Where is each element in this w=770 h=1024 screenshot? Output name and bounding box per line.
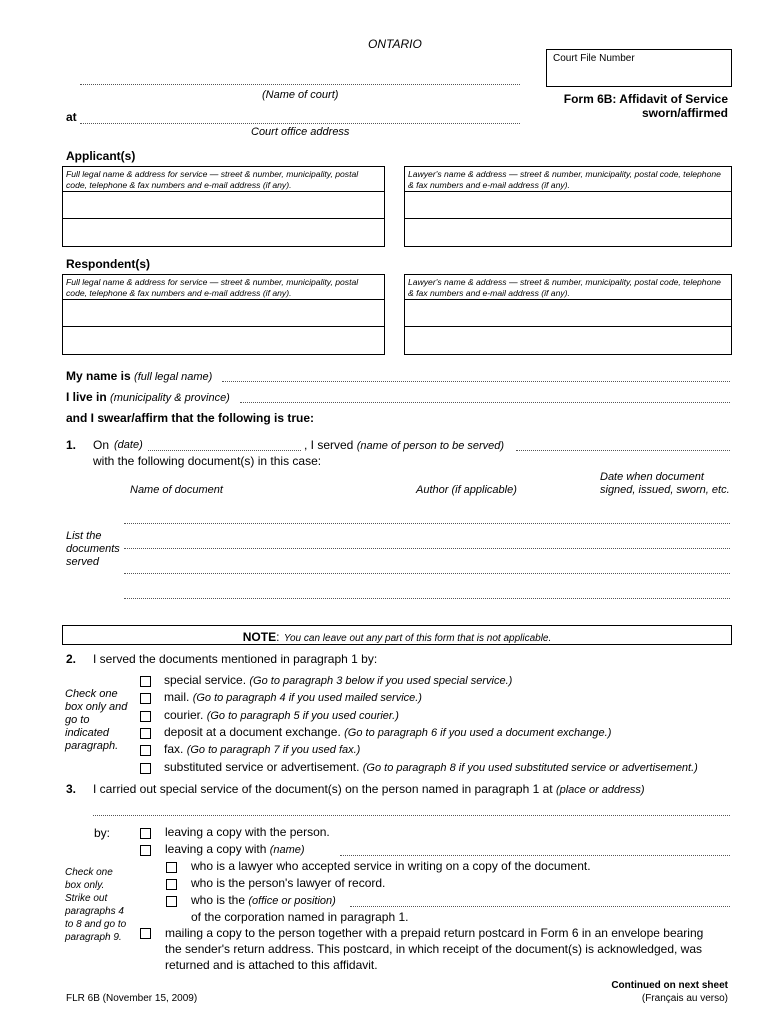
office-position-label: who is the [191, 893, 246, 907]
para1-person-line[interactable] [516, 450, 730, 451]
office-position-row [191, 893, 336, 907]
side-label-line: paragraph 9. [65, 932, 122, 943]
service-option-substituted [164, 760, 698, 774]
continued-note: Continued on next sheet [611, 980, 728, 991]
applicant-lawyer-row[interactable] [405, 219, 731, 246]
document-line[interactable] [124, 548, 730, 549]
at-label: at [66, 110, 77, 124]
service-fax-checkbox[interactable] [140, 745, 151, 756]
service-option-special [164, 673, 512, 687]
note-label: NOTE [242, 630, 277, 644]
court-office-label: Court office address [251, 126, 350, 138]
document-line[interactable] [124, 573, 730, 574]
copy-with-name-label: leaving a copy with [165, 842, 267, 856]
note-colon: : [276, 630, 280, 644]
service-option-courier [164, 708, 399, 722]
service-option-document-exchange [164, 725, 611, 739]
applicant-address-box [62, 166, 385, 247]
form-title-line1: Form 6B: Affidavit of Service [563, 92, 728, 106]
respondent-lawyer-row[interactable] [405, 300, 731, 327]
para1-number: 1. [66, 438, 77, 452]
list-documents-side-label [66, 530, 120, 569]
side-label-line: paragraph. [65, 740, 119, 752]
option-label: special service. [164, 673, 247, 687]
corporation-label: of the corporation named in paragraph 1. [191, 910, 409, 924]
side-label-line: paragraphs 4 [65, 906, 124, 917]
col-date-line1: Date when document [600, 471, 704, 483]
respondent-lawyer-row[interactable] [405, 327, 731, 354]
copy-with-name-hint: (name) [269, 844, 305, 856]
applicants-heading: Applicant(s) [66, 149, 136, 163]
para1-documents-intro: with the following document(s) in this case: [93, 454, 322, 468]
service-option-mail [164, 690, 422, 704]
applicant-lawyer-header: Lawyer's name & address — street & number, municipality, postal code, telephone & fax numbers and e-mail address (if any). [405, 167, 731, 192]
para3-number: 3. [66, 782, 77, 796]
respondents-heading: Respondent(s) [66, 257, 150, 271]
option-hint: (Go to paragraph 3 below if you used special service.) [249, 675, 513, 687]
court-office-line[interactable] [80, 123, 520, 124]
respondent-address-row[interactable] [63, 327, 384, 354]
form-title-line2: sworn/affirmed [641, 106, 728, 120]
option-label: fax. [164, 742, 184, 756]
col-author: Author (if applicable) [416, 484, 517, 496]
service-special-checkbox[interactable] [140, 676, 151, 687]
note-text: You can leave out any part of this form that is not applicable. [283, 633, 552, 644]
side-label-line: Check one [65, 688, 118, 700]
para3-text-row [93, 782, 645, 796]
para3-side-label [65, 866, 126, 944]
para2-side-label [65, 688, 127, 753]
service-document-exchange-checkbox[interactable] [140, 728, 151, 739]
document-line[interactable] [124, 523, 730, 524]
mailing-postcard-checkbox[interactable] [140, 928, 151, 939]
option-hint: (Go to paragraph 8 if you used substituted service or advertisement.) [362, 762, 698, 774]
my-name-hint: (full legal name) [134, 371, 213, 383]
court-file-number-label: Court File Number [553, 53, 635, 64]
col-date-line2: signed, issued, sworn, etc. [600, 484, 730, 496]
service-substituted-checkbox[interactable] [140, 763, 151, 774]
applicant-lawyer-row[interactable] [405, 192, 731, 219]
live-in-line[interactable] [240, 402, 730, 403]
option-hint: (Go to paragraph 4 if you used mailed service.) [192, 692, 422, 704]
live-in-row [66, 390, 230, 404]
side-label-line: box only. [65, 880, 105, 891]
option-label: deposit at a document exchange. [164, 725, 341, 739]
para1-served-row [304, 438, 504, 452]
para2-number: 2. [66, 652, 77, 666]
office-position-checkbox[interactable] [166, 896, 177, 907]
lawyer-of-record-checkbox[interactable] [166, 879, 177, 890]
option-hint: (Go to paragraph 5 if you used courier.) [206, 710, 399, 722]
side-label-line: documents [66, 543, 120, 555]
mailing-line: returned and is attached to this affidavit. [165, 958, 378, 972]
french-note: (Français au verso) [641, 993, 728, 1004]
lawyer-accepted-checkbox[interactable] [166, 862, 177, 873]
para1-served-hint: (name of person to be served) [356, 440, 505, 452]
applicant-lawyer-box [404, 166, 732, 247]
mailing-postcard-text [165, 925, 703, 973]
jurisdiction-title: ONTARIO [368, 37, 422, 51]
form-id: FLR 6B (November 15, 2009) [66, 993, 198, 1004]
side-label-line: go to [65, 714, 90, 726]
para3-text: I carried out special service of the document(s) on the person named in paragraph 1 at [93, 782, 553, 796]
my-name-line[interactable] [222, 381, 730, 382]
copy-with-name-checkbox[interactable] [140, 845, 151, 856]
my-name-label: My name is [66, 369, 131, 383]
applicant-address-row[interactable] [63, 192, 384, 219]
para2-text: I served the documents mentioned in paragraph 1 by: [93, 652, 378, 666]
live-in-hint: (municipality & province) [110, 392, 230, 404]
mailing-line: the sender's return address. This postcard, in which receipt of the document(s) is acknowledged, was [165, 942, 703, 956]
para3-by-label: by: [94, 826, 111, 840]
my-name-row [66, 369, 212, 383]
side-label-line: served [66, 556, 100, 568]
side-label-line: indicated [65, 727, 110, 739]
option-label: substituted service or advertisement. [164, 760, 360, 774]
note-box [62, 625, 732, 645]
option-label: courier. [164, 708, 204, 722]
applicant-address-header: Full legal name & address for service — street & number, municipality, postal code, telephone & fax numbers and e-mail address (if any). [63, 167, 384, 192]
copy-with-person-label: leaving a copy with the person. [165, 825, 330, 839]
service-option-fax [164, 742, 360, 756]
para3-hint: (place or address) [555, 784, 645, 796]
copy-with-person-checkbox[interactable] [140, 828, 151, 839]
respondent-address-box [62, 274, 385, 355]
office-position-line[interactable] [350, 906, 730, 907]
respondent-lawyer-box [404, 274, 732, 355]
para1-date-hint: (date) [114, 439, 143, 451]
side-label-line: to 8 and go to [65, 919, 127, 930]
option-hint: (Go to paragraph 6 if you used a document exchange.) [344, 727, 612, 739]
court-name-label: (Name of court) [262, 89, 339, 101]
side-label-line: List the [66, 530, 102, 542]
side-label-line: box only and [65, 701, 128, 713]
para1-date-line[interactable] [148, 450, 301, 451]
mailing-line: mailing a copy to the person together with a prepaid return postcard in Form 6 in an envelope bearing [165, 926, 704, 940]
applicant-address-row[interactable] [63, 219, 384, 246]
option-hint: (Go to paragraph 7 if you used fax.) [186, 744, 361, 756]
court-file-number-box[interactable] [546, 49, 732, 87]
copy-with-name-line[interactable] [340, 855, 730, 856]
office-position-hint: (office or position) [248, 895, 336, 907]
service-mail-checkbox[interactable] [140, 693, 151, 704]
side-label-line: Strike out [65, 893, 108, 904]
respondent-lawyer-header: Lawyer's name & address — street & number, municipality, postal code, telephone & fax numbers and e-mail address (if any). [405, 275, 731, 300]
para1-on-label: On [93, 438, 110, 452]
respondent-address-row[interactable] [63, 300, 384, 327]
swear-statement: and I swear/affirm that the following is true: [66, 411, 315, 425]
copy-with-name-row [165, 842, 305, 856]
para1-served-label: , I served [304, 438, 354, 452]
col-name-of-document: Name of document [130, 484, 223, 496]
lawyer-accepted-label: who is a lawyer who accepted service in writing on a copy of the document. [191, 859, 591, 873]
service-courier-checkbox[interactable] [140, 711, 151, 722]
note-row [63, 628, 731, 646]
side-label-line: Check one [65, 867, 113, 878]
respondent-address-header: Full legal name & address for service — street & number, municipality, postal code, telephone & fax numbers and e-mail address (if any). [63, 275, 384, 300]
lawyer-of-record-label: who is the person's lawyer of record. [191, 876, 386, 890]
document-line[interactable] [124, 598, 730, 599]
court-name-line[interactable] [80, 84, 520, 85]
option-label: mail. [164, 690, 190, 704]
live-in-label: I live in [66, 390, 107, 404]
para3-place-line[interactable] [93, 815, 730, 816]
